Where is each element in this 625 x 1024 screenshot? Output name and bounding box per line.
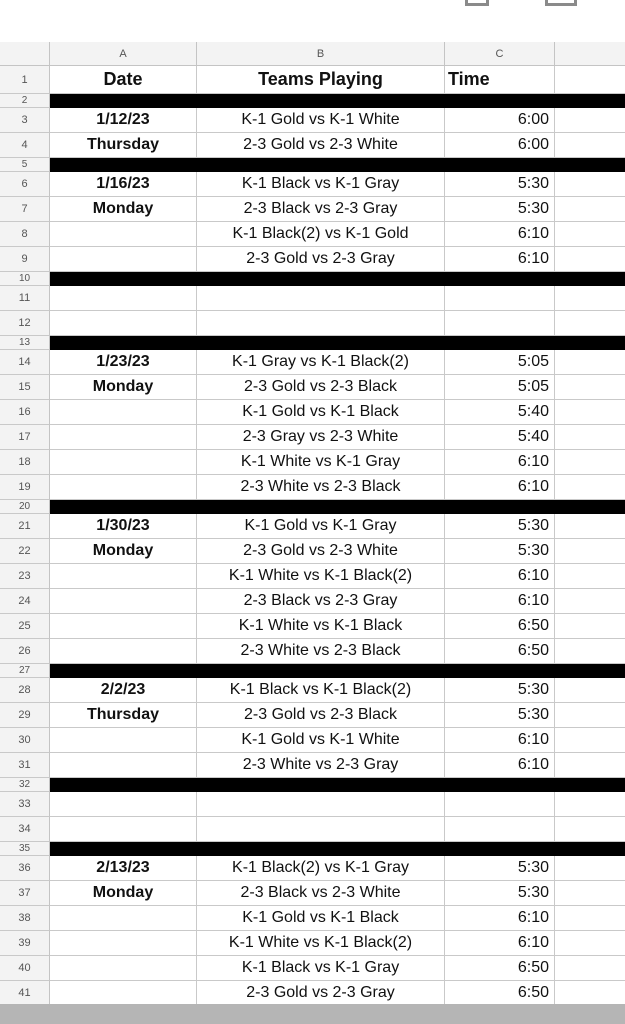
- row-number[interactable]: 26: [0, 639, 50, 664]
- teams-cell[interactable]: 2-3 Gold vs 2-3 Gray: [197, 247, 445, 272]
- row-number[interactable]: 16: [0, 400, 50, 425]
- row-number[interactable]: 11: [0, 286, 50, 311]
- date-cell[interactable]: Monday: [50, 197, 197, 222]
- time-cell[interactable]: 6:00: [445, 108, 555, 133]
- date-cell[interactable]: [50, 589, 197, 614]
- separator-row: [0, 842, 625, 856]
- row-number[interactable]: 24: [0, 589, 50, 614]
- column-header-d[interactable]: [555, 42, 625, 66]
- time-cell[interactable]: 6:50: [445, 614, 555, 639]
- teams-cell[interactable]: 2-3 Gray vs 2-3 White: [197, 425, 445, 450]
- separator-row: [0, 500, 625, 514]
- teams-cell[interactable]: 2-3 White vs 2-3 Black: [197, 639, 445, 664]
- schedule-row: [0, 286, 625, 311]
- row-number[interactable]: 37: [0, 881, 50, 906]
- row-number[interactable]: 4: [0, 133, 50, 158]
- row-number[interactable]: 7: [0, 197, 50, 222]
- empty-cell[interactable]: [555, 222, 625, 247]
- date-cell[interactable]: 1/23/23: [50, 350, 197, 375]
- date-cell[interactable]: [50, 450, 197, 475]
- teams-cell[interactable]: 2-3 White vs 2-3 Black: [197, 475, 445, 500]
- date-cell[interactable]: Thursday: [50, 703, 197, 728]
- schedule-row: [0, 311, 625, 336]
- empty-cell[interactable]: [555, 197, 625, 222]
- time-cell[interactable]: 5:30: [445, 678, 555, 703]
- teams-cell[interactable]: K-1 White vs K-1 Black: [197, 614, 445, 639]
- date-cell[interactable]: [50, 842, 197, 856]
- empty-cell[interactable]: [555, 753, 625, 778]
- time-cell[interactable]: 6:50: [445, 956, 555, 981]
- column-header-a[interactable]: A: [50, 42, 197, 66]
- schedule-row: [0, 350, 625, 375]
- time-cell[interactable]: [445, 311, 555, 336]
- empty-cell[interactable]: [555, 589, 625, 614]
- row-number[interactable]: 8: [0, 222, 50, 247]
- time-cell[interactable]: 6:10: [445, 906, 555, 931]
- schedule-row: [0, 728, 625, 753]
- time-cell[interactable]: [445, 94, 555, 108]
- teams-cell[interactable]: 2-3 Black vs 2-3 Gray: [197, 589, 445, 614]
- column-header-row: [0, 42, 625, 66]
- row-number[interactable]: 14: [0, 350, 50, 375]
- schedule-row: [0, 639, 625, 664]
- date-cell[interactable]: [50, 614, 197, 639]
- row-number[interactable]: 3: [0, 108, 50, 133]
- row-number[interactable]: 29: [0, 703, 50, 728]
- row-number[interactable]: 6: [0, 172, 50, 197]
- teams-cell[interactable]: K-1 White vs K-1 Black(2): [197, 564, 445, 589]
- row-number[interactable]: 9: [0, 247, 50, 272]
- empty-cell[interactable]: [555, 450, 625, 475]
- empty-cell[interactable]: [555, 778, 625, 792]
- teams-cell[interactable]: 2-3 Black vs 2-3 White: [197, 881, 445, 906]
- schedule-row: [0, 931, 625, 956]
- time-cell[interactable]: 6:10: [445, 589, 555, 614]
- empty-cell[interactable]: [555, 792, 625, 817]
- teams-cell[interactable]: K-1 Black(2) vs K-1 Gold: [197, 222, 445, 247]
- date-cell[interactable]: [50, 247, 197, 272]
- column-header-b[interactable]: B: [197, 42, 445, 66]
- teams-cell[interactable]: 2-3 White vs 2-3 Gray: [197, 753, 445, 778]
- toolbar: [0, 0, 625, 42]
- row-number[interactable]: 33: [0, 792, 50, 817]
- row-number[interactable]: 40: [0, 956, 50, 981]
- date-cell[interactable]: [50, 564, 197, 589]
- empty-cell[interactable]: [555, 272, 625, 286]
- teams-cell[interactable]: [197, 792, 445, 817]
- teams-cell[interactable]: K-1 Gold vs K-1 White: [197, 108, 445, 133]
- time-cell[interactable]: [445, 500, 555, 514]
- row-number[interactable]: 21: [0, 514, 50, 539]
- time-cell[interactable]: 5:30: [445, 172, 555, 197]
- teams-cell[interactable]: 2-3 Gold vs 2-3 Black: [197, 703, 445, 728]
- row-number[interactable]: 38: [0, 906, 50, 931]
- teams-cell[interactable]: 2-3 Black vs 2-3 Gray: [197, 197, 445, 222]
- schedule-row: [0, 881, 625, 906]
- undo-icon[interactable]: [312, 0, 336, 6]
- row-number[interactable]: 27: [0, 664, 50, 678]
- row-number[interactable]: 17: [0, 425, 50, 450]
- time-cell[interactable]: 6:10: [445, 931, 555, 956]
- empty-cell[interactable]: [555, 514, 625, 539]
- empty-cell[interactable]: [555, 500, 625, 514]
- separator-row: [0, 94, 625, 108]
- teams-cell[interactable]: K-1 Gold vs K-1 White: [197, 728, 445, 753]
- select-all-corner[interactable]: [0, 42, 50, 66]
- time-cell[interactable]: 5:30: [445, 881, 555, 906]
- teams-cell[interactable]: [197, 817, 445, 842]
- horizontal-scrollbar[interactable]: [0, 1004, 625, 1024]
- teams-cell[interactable]: K-1 Gold vs K-1 Black: [197, 400, 445, 425]
- row-number[interactable]: 30: [0, 728, 50, 753]
- time-cell[interactable]: 6:10: [445, 728, 555, 753]
- teams-cell[interactable]: K-1 Black vs K-1 Gray: [197, 956, 445, 981]
- schedule-row: [0, 589, 625, 614]
- empty-cell[interactable]: [555, 336, 625, 350]
- time-cell[interactable]: 6:10: [445, 222, 555, 247]
- schedule-row: [0, 222, 625, 247]
- date-cell[interactable]: [50, 286, 197, 311]
- schedule-row: [0, 817, 625, 842]
- time-cell[interactable]: 5:40: [445, 425, 555, 450]
- empty-cell[interactable]: [555, 247, 625, 272]
- date-cell[interactable]: [50, 753, 197, 778]
- empty-cell[interactable]: [555, 400, 625, 425]
- date-cell[interactable]: [50, 956, 197, 981]
- schedule-row: [0, 981, 625, 1006]
- schedule-row: [0, 375, 625, 400]
- date-cell[interactable]: [50, 272, 197, 286]
- date-cell[interactable]: [50, 639, 197, 664]
- schedule-row: [0, 678, 625, 703]
- date-cell[interactable]: [50, 817, 197, 842]
- back-arrow-icon[interactable]: [28, 0, 52, 6]
- date-cell[interactable]: Monday: [50, 539, 197, 564]
- teams-cell[interactable]: 2-3 Gold vs 2-3 Gray: [197, 981, 445, 1006]
- empty-cell[interactable]: [555, 539, 625, 564]
- row-number[interactable]: 20: [0, 500, 50, 514]
- teams-cell[interactable]: K-1 White vs K-1 Gray: [197, 450, 445, 475]
- empty-cell[interactable]: [555, 425, 625, 450]
- schedule-row: [0, 108, 625, 133]
- teams-cell[interactable]: [197, 842, 445, 856]
- row-number[interactable]: 1: [0, 66, 50, 94]
- empty-cell[interactable]: [555, 286, 625, 311]
- date-cell[interactable]: Monday: [50, 881, 197, 906]
- time-cell[interactable]: 5:30: [445, 514, 555, 539]
- row-number[interactable]: 41: [0, 981, 50, 1006]
- row-number[interactable]: 12: [0, 311, 50, 336]
- date-cell[interactable]: [50, 222, 197, 247]
- schedule-row: [0, 614, 625, 639]
- empty-cell[interactable]: [555, 728, 625, 753]
- row-number[interactable]: 2: [0, 94, 50, 108]
- teams-cell[interactable]: [197, 94, 445, 108]
- teams-cell[interactable]: K-1 White vs K-1 Black(2): [197, 931, 445, 956]
- date-cell[interactable]: [50, 400, 197, 425]
- time-cell[interactable]: [445, 842, 555, 856]
- teams-cell[interactable]: 2-3 Gold vs 2-3 White: [197, 539, 445, 564]
- time-cell[interactable]: 6:50: [445, 981, 555, 1006]
- empty-cell[interactable]: [555, 133, 625, 158]
- empty-cell[interactable]: [555, 881, 625, 906]
- empty-cell[interactable]: [555, 311, 625, 336]
- empty-cell[interactable]: [555, 981, 625, 1006]
- schedule-row: [0, 197, 625, 222]
- time-cell[interactable]: 6:50: [445, 639, 555, 664]
- separator-row: [0, 664, 625, 678]
- time-cell[interactable]: 5:05: [445, 350, 555, 375]
- schedule-row: [0, 247, 625, 272]
- time-cell[interactable]: 5:30: [445, 856, 555, 881]
- date-cell[interactable]: [50, 728, 197, 753]
- separator-row: [0, 158, 625, 172]
- empty-cell[interactable]: [555, 906, 625, 931]
- teams-cell[interactable]: [197, 286, 445, 311]
- schedule-row: [0, 425, 625, 450]
- empty-cell[interactable]: [555, 856, 625, 881]
- empty-cell[interactable]: [555, 108, 625, 133]
- header-row: [0, 66, 625, 94]
- empty-cell[interactable]: [555, 817, 625, 842]
- teams-cell[interactable]: [197, 500, 445, 514]
- teams-cell[interactable]: [197, 778, 445, 792]
- time-cell[interactable]: 6:10: [445, 475, 555, 500]
- empty-cell[interactable]: [555, 475, 625, 500]
- time-cell[interactable]: [445, 817, 555, 842]
- teams-cell[interactable]: K-1 Gold vs K-1 Gray: [197, 514, 445, 539]
- teams-cell[interactable]: K-1 Black(2) vs K-1 Gray: [197, 856, 445, 881]
- row-number[interactable]: 10: [0, 272, 50, 286]
- time-cell[interactable]: [445, 778, 555, 792]
- time-cell[interactable]: [445, 158, 555, 172]
- date-cell[interactable]: [50, 778, 197, 792]
- date-cell[interactable]: [50, 500, 197, 514]
- time-cell[interactable]: 6:10: [445, 753, 555, 778]
- date-cell[interactable]: 1/12/23: [50, 108, 197, 133]
- row-number[interactable]: 23: [0, 564, 50, 589]
- empty-cell[interactable]: [555, 956, 625, 981]
- time-cell[interactable]: 5:30: [445, 703, 555, 728]
- row-number[interactable]: 35: [0, 842, 50, 856]
- schedule-row: [0, 172, 625, 197]
- row-number[interactable]: 19: [0, 475, 50, 500]
- time-cell[interactable]: 6:10: [445, 247, 555, 272]
- date-cell[interactable]: [50, 94, 197, 108]
- column-header-c[interactable]: C: [445, 42, 555, 66]
- date-cell[interactable]: Thursday: [50, 133, 197, 158]
- separator-row: [0, 272, 625, 286]
- empty-cell[interactable]: [555, 66, 625, 94]
- time-cell[interactable]: 6:10: [445, 564, 555, 589]
- teams-cell[interactable]: K-1 Gold vs K-1 Black: [197, 906, 445, 931]
- row-number[interactable]: 28: [0, 678, 50, 703]
- date-cell[interactable]: 1/30/23: [50, 514, 197, 539]
- date-cell[interactable]: [50, 906, 197, 931]
- date-cell[interactable]: [50, 425, 197, 450]
- separator-row: [0, 778, 625, 792]
- row-number[interactable]: 34: [0, 817, 50, 842]
- teams-cell[interactable]: K-1 Black vs K-1 Black(2): [197, 678, 445, 703]
- date-cell[interactable]: [50, 311, 197, 336]
- schedule-row: [0, 514, 625, 539]
- time-cell[interactable]: 5:30: [445, 197, 555, 222]
- teams-cell[interactable]: [197, 311, 445, 336]
- schedule-row: [0, 539, 625, 564]
- empty-cell[interactable]: [555, 375, 625, 400]
- date-cell[interactable]: [50, 792, 197, 817]
- time-cell[interactable]: [445, 792, 555, 817]
- empty-cell[interactable]: [555, 931, 625, 956]
- row-number[interactable]: 5: [0, 158, 50, 172]
- date-cell[interactable]: [50, 664, 197, 678]
- empty-cell[interactable]: [555, 639, 625, 664]
- teams-cell[interactable]: 2-3 Gold vs 2-3 White: [197, 133, 445, 158]
- empty-cell[interactable]: [555, 842, 625, 856]
- row-number[interactable]: 31: [0, 753, 50, 778]
- schedule-row: [0, 133, 625, 158]
- schedule-row: [0, 564, 625, 589]
- schedule-row: [0, 792, 625, 817]
- date-cell[interactable]: [50, 336, 197, 350]
- format-icon[interactable]: [465, 0, 489, 6]
- time-cell[interactable]: 6:00: [445, 133, 555, 158]
- empty-cell[interactable]: [555, 172, 625, 197]
- date-header-cell[interactable]: Date: [50, 66, 197, 94]
- date-cell[interactable]: [50, 981, 197, 1006]
- time-cell[interactable]: [445, 272, 555, 286]
- teams-cell[interactable]: K-1 Black vs K-1 Gray: [197, 172, 445, 197]
- schedule-row: [0, 753, 625, 778]
- comment-icon[interactable]: [545, 0, 577, 6]
- empty-cell[interactable]: [555, 94, 625, 108]
- schedule-row: [0, 475, 625, 500]
- row-number[interactable]: 39: [0, 931, 50, 956]
- teams-cell[interactable]: K-1 Gray vs K-1 Black(2): [197, 350, 445, 375]
- teams-cell[interactable]: 2-3 Gold vs 2-3 Black: [197, 375, 445, 400]
- row-number[interactable]: 15: [0, 375, 50, 400]
- empty-cell[interactable]: [555, 564, 625, 589]
- row-number[interactable]: 18: [0, 450, 50, 475]
- teams-cell[interactable]: [197, 272, 445, 286]
- time-cell[interactable]: 5:30: [445, 539, 555, 564]
- row-number[interactable]: 13: [0, 336, 50, 350]
- empty-cell[interactable]: [555, 158, 625, 172]
- empty-cell[interactable]: [555, 678, 625, 703]
- schedule-row: [0, 703, 625, 728]
- empty-cell[interactable]: [555, 350, 625, 375]
- time-cell[interactable]: [445, 286, 555, 311]
- date-cell[interactable]: 2/13/23: [50, 856, 197, 881]
- row-number[interactable]: 25: [0, 614, 50, 639]
- teams-cell[interactable]: [197, 158, 445, 172]
- date-cell[interactable]: [50, 931, 197, 956]
- empty-cell[interactable]: [555, 614, 625, 639]
- schedule-row: [0, 400, 625, 425]
- date-cell[interactable]: [50, 158, 197, 172]
- empty-cell[interactable]: [555, 664, 625, 678]
- date-cell[interactable]: [50, 475, 197, 500]
- row-number[interactable]: 32: [0, 778, 50, 792]
- date-cell[interactable]: Monday: [50, 375, 197, 400]
- empty-cell[interactable]: [555, 703, 625, 728]
- time-cell[interactable]: 6:10: [445, 450, 555, 475]
- teams-cell[interactable]: [197, 664, 445, 678]
- time-header-cell[interactable]: Time: [445, 66, 555, 94]
- schedule-row: [0, 956, 625, 981]
- row-number[interactable]: 22: [0, 539, 50, 564]
- schedule-row: [0, 450, 625, 475]
- redo-icon[interactable]: [390, 0, 414, 6]
- schedule-row: [0, 856, 625, 881]
- time-cell[interactable]: [445, 336, 555, 350]
- time-cell[interactable]: 5:40: [445, 400, 555, 425]
- time-cell[interactable]: [445, 664, 555, 678]
- schedule-row: [0, 906, 625, 931]
- separator-row: [0, 336, 625, 350]
- date-cell[interactable]: 1/16/23: [50, 172, 197, 197]
- teams-cell[interactable]: [197, 336, 445, 350]
- date-cell[interactable]: 2/2/23: [50, 678, 197, 703]
- teams-header-cell[interactable]: Teams Playing: [197, 66, 445, 94]
- row-number[interactable]: 36: [0, 856, 50, 881]
- time-cell[interactable]: 5:05: [445, 375, 555, 400]
